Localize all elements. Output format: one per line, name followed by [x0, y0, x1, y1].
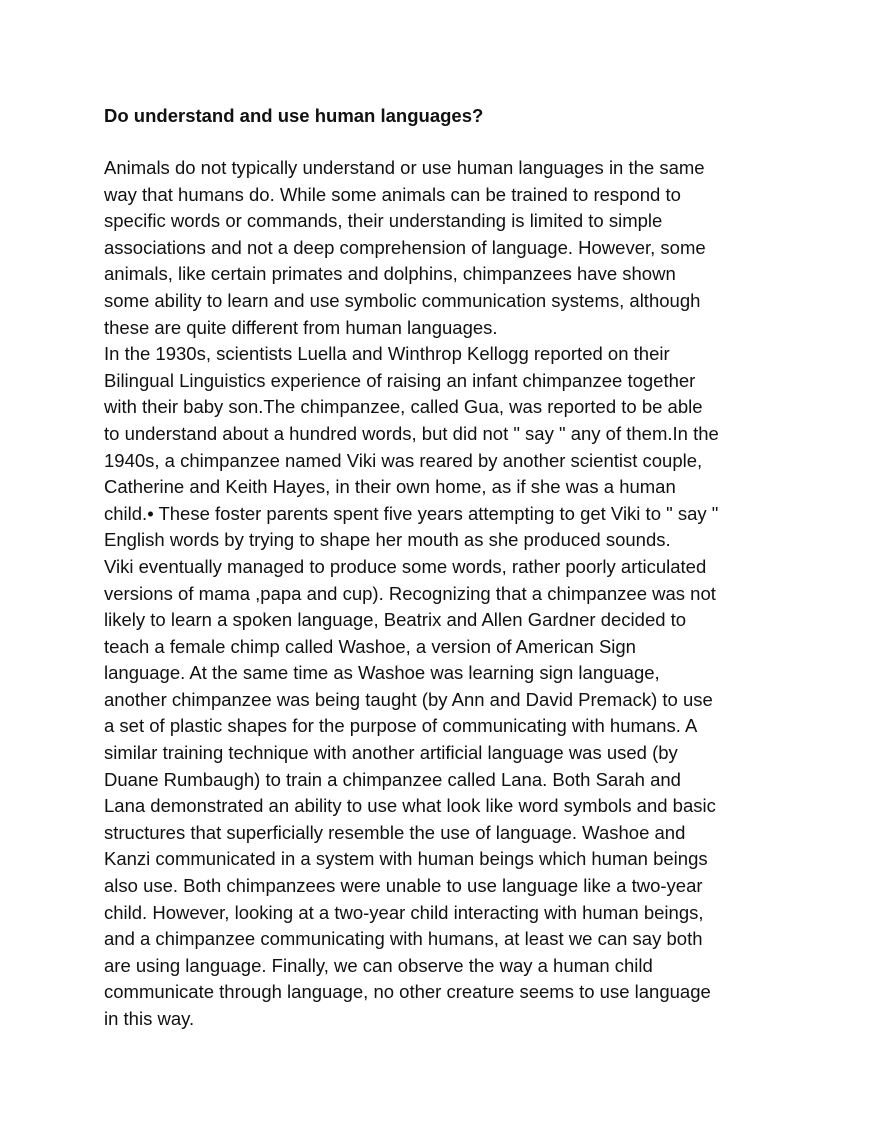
text-line: also use. Both chimpanzees were unable to use language like a two-year	[104, 875, 703, 897]
document-body	[104, 103, 784, 1033]
text-line: Viki eventually managed to produce some words, rather poorly articulated	[104, 555, 707, 577]
text-line: versions of mama ,papa and cup). Recognizing that a chimpanzee was not	[104, 582, 716, 604]
text-line: teach a female chimp called Washoe, a version of American Sign	[104, 635, 636, 657]
paragraph-kellogg-hayes	[104, 341, 784, 554]
text-line: Animals do not typically understand or use human languages in the same	[104, 157, 705, 178]
text-line: specific words or commands, their understanding is limited to simple	[104, 210, 663, 232]
text-line: In the 1930s, scientists Luella and Winthrop Kellogg reported on their	[104, 343, 670, 365]
text-line: to understand about a hundred words, but did not " say " any of them.In the	[104, 422, 719, 444]
text-line: 1940s, a chimpanzee named Viki was reared by another scientist couple,	[104, 449, 703, 471]
text-line: Duane Rumbaugh) to train a chimpanzee called Lana. Both Sarah and	[104, 768, 681, 790]
document-title: Do understand and use human languages?	[104, 105, 484, 126]
paragraph-viki-washoe	[104, 554, 784, 1033]
text-line: animals, like certain primates and dolphins, chimpanzees have shown	[104, 263, 676, 285]
text-line: associations and not a deep comprehension of language. However, some	[104, 236, 706, 258]
text-line: are using language. Finally, we can observe the way a human child	[104, 954, 653, 976]
paragraph-intro	[104, 155, 784, 341]
text-line: similar training technique with another artificial language was used (by	[104, 742, 678, 764]
text-line: Catherine and Keith Hayes, in their own home, as if she was a human	[104, 476, 676, 498]
text-line: with their baby son.The chimpanzee, called Gua, was reported to be able	[104, 396, 703, 418]
text-line: Bilingual Linguistics experience of raising an infant chimpanzee together	[104, 369, 696, 391]
text-line: Lana demonstrated an ability to use what look like word symbols and basic	[104, 795, 716, 817]
text-line: another chimpanzee was being taught (by Ann and David Premack) to use	[104, 688, 713, 710]
text-line: in this way.	[104, 1008, 195, 1029]
text-line: child.• These foster parents spent five years attempting to get Viki to " say "	[104, 502, 719, 524]
text-line: Kanzi communicated in a system with human beings which human beings	[104, 848, 708, 870]
text-line: a set of plastic shapes for the purpose of communicating with humans. A	[104, 715, 698, 737]
text-line: language. At the same time as Washoe was learning sign language,	[104, 662, 660, 684]
text-line: child. However, looking at a two-year child interacting with human beings,	[104, 901, 704, 923]
text-line: English words by trying to shape her mouth as she produced sounds.	[104, 529, 671, 551]
text-line: and a chimpanzee communicating with humans, at least we can say both	[104, 928, 703, 950]
text-line: way that humans do. While some animals can be trained to respond to	[104, 183, 681, 205]
text-line: likely to learn a spoken language, Beatrix and Allen Gardner decided to	[104, 609, 687, 631]
text-line: these are quite different from human languages.	[104, 316, 498, 338]
text-line: communicate through language, no other creature seems to use language	[104, 981, 711, 1003]
text-line: some ability to learn and use symbolic communication systems, although	[104, 289, 701, 311]
text-line: structures that superficially resemble the use of language. Washoe and	[104, 821, 686, 843]
